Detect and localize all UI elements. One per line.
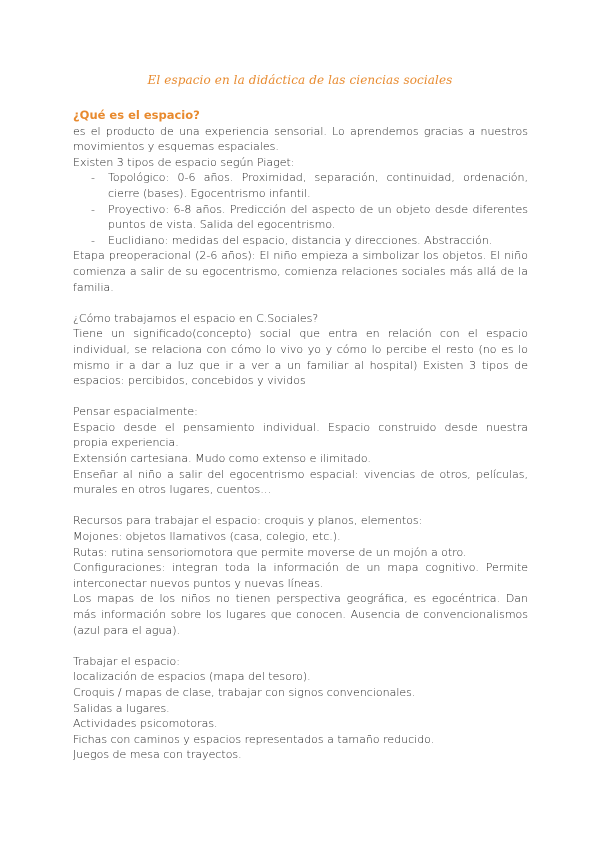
- paragraph: Espacio desde el pensamiento individual. Espacio construido desde nuestra propia experiencia.: [73, 420, 528, 450]
- section-heading-what-is-space: ¿Qué es el espacio?: [73, 108, 200, 122]
- section-heading-working-space: Trabajar el espacio:: [73, 654, 180, 668]
- list-item: - Topológico: 0-6 años. Proximidad, separación, continuidad, ordenación, cierre (bases). Egocentrismo infantil.: [108, 170, 528, 201]
- paragraph: Salidas a lugares.: [73, 701, 170, 715]
- document-title: El espacio en la didáctica de las ciencias sociales: [147, 73, 453, 87]
- paragraph: Tiene un significado(concepto) social que entra en relación con el espacio individual, se relaciona con cómo lo vivo yo y cómo lo percibe el resto (no es lo mismo ir a dar a luz que ir a ver a un familiar al hospital) Existen 3 tipos de espacios: percibidos, concebidos y vividos: [73, 327, 528, 388]
- section-heading-spatial-thinking: Pensar espacialmente:: [73, 405, 198, 419]
- list-item: - Proyectivo: 6-8 años. Predicción del aspecto de un objeto desde diferentes puntos de vista. Salida del egocentrismo.: [108, 202, 528, 233]
- paragraph: Enseñar al niño a salir del egocentrismo espacial: vivencias de otros, películas, murales en otros lugares, cuentos…: [73, 467, 528, 497]
- spacer: [73, 389, 528, 405]
- list-item: - Euclidiano: medidas del espacio, distancia y direcciones. Abstracción.: [108, 233, 528, 249]
- paragraph: localización de espacios (mapa del tesoro).: [73, 670, 311, 684]
- paragraph: Fichas con caminos y espacios representados a tamaño reducido.: [73, 732, 435, 746]
- paragraph: Recursos para trabajar el espacio: croquis y planos, elementos:: [73, 514, 423, 528]
- paragraph: Etapa preoperacional (2-6 años): El niño empieza a simbolizar los objetos. El niño comienza a salir de su egocentrismo, comienza relaciones sociales más allá de la familia.: [73, 249, 528, 294]
- paragraph: Mojones: objetos llamativos (casa, colegio, etc.).: [73, 530, 341, 544]
- spacer: [73, 295, 528, 311]
- paragraph: Croquis / mapas de clase, trabajar con signos convencionales.: [73, 685, 416, 699]
- paragraph: Extensión cartesiana. Mudo como extenso e ilimitado.: [73, 452, 371, 466]
- section-question: ¿Cómo trabajamos el espacio en C.Sociales?: [73, 311, 319, 325]
- spacer: [73, 498, 528, 514]
- spacer: [73, 638, 528, 654]
- document-body: [73, 108, 528, 763]
- paragraph: Rutas: rutina sensoriomotora que permite moverse de un mojón a otro.: [73, 545, 467, 559]
- paragraph: Los mapas de los niños no tienen perspectiva geográfica, es egocéntrica. Dan más información sobre los lugares que conocen. Ausencia de convencionalismos (azul para el agua).: [73, 592, 528, 637]
- paragraph: Existen 3 tipos de espacio según Piaget:: [73, 155, 295, 169]
- paragraph: Actividades psicomotoras.: [73, 717, 218, 731]
- piaget-types-list: [73, 170, 528, 248]
- paragraph: Configuraciones: integran toda la información de un mapa cognitivo. Permite interconectar nuevos puntos y nuevas líneas.: [73, 561, 528, 590]
- paragraph: es el producto de una experiencia sensorial. Lo aprendemos gracias a nuestros movimientos y esquemas espaciales.: [73, 124, 528, 154]
- paragraph: Juegos de mesa con trayectos.: [73, 748, 242, 762]
